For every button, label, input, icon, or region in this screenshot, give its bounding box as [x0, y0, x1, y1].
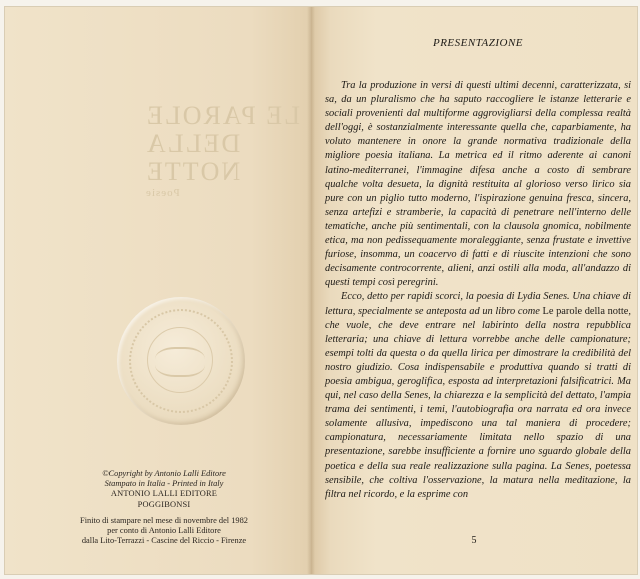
- show-through-line: DELLA NOTTE: [145, 129, 241, 186]
- publisher-city: POGGIBONSI: [137, 499, 191, 509]
- paragraph-text: , che vuole, che deve entrare nel labirinto della nostra repubblica letteraria; una chiave di lettura vorrebbe anche delle campionature; esempi tolti da questa o da quella lirica per dimostrare la credibilità del nostro giudizio. Cosa indispensabile e produttiva quando si tratti di poesia ambigua, geroglifica, esposta ad interpretazioni falsificatrici. Ma qui, nel caso della Senes, la chiarezza e la semplicità del dettato, l'ampia trama dei sentimenti, i temi, l'autobiografia ora narrata ed ora invece solamente allusiva, impediscono una tal maniera di procedere; campionatura, necessariamente limitata nello spazio di una presentazione, sarebbe insufficiente a fornire uno sguardo globale della poetica e della sua reale realizzazione sulla pagina. La Senes, poetessa sensibile, che coltiva l'osservazione, la matura nella meditazione, la filtra nel ricordo, e la esprime con: [325, 305, 631, 500]
- paragraph: [325, 290, 631, 501]
- presentation-text: [325, 79, 631, 502]
- publisher-name: ANTONIO LALLI EDITORE: [110, 489, 218, 499]
- copyright-line: ©Copyright by Antonio Lalli Editore: [102, 469, 226, 478]
- book-spread: [4, 6, 638, 575]
- print-for-line: per conto di Antonio Lalli Editore: [107, 526, 221, 536]
- title-show-through: [145, 102, 305, 200]
- show-through-line: LE PAROLE: [145, 101, 300, 130]
- left-page: [5, 7, 311, 574]
- printed-in-line: Stampato in Italia - Printed in Italy: [104, 479, 224, 489]
- right-page-content: [325, 37, 631, 502]
- book-title: Le parole della notte: [542, 305, 629, 317]
- paragraph: Tra la produzione in versi di questi ultimi decenni, caratterizzata, si sa, da un pluralismo che ha saputo raccogliere le istanze letterarie e sociali provenienti dal multiforme aggrovigliarsi della complessa realtà dell'oggi, è sostanzialmente interessante quella che, caparbiamente, ha voluto mantenere in onore la grande normativa tradizionale della migliore poesia italiana. La metrica ed il ritmo aderente ai canoni latino-mediterranei, l'immagine difesa anche a costo di sembrare qualche volta desueta, la dignità restituita al glorioso verso lirico sia pure con un piglio tutto moderno, l'ispirazione genuina fresca, sincera, senza artefizi e stramberie, la capacità di penetrare nell'interno delle tematiche, anche più sentimentali, con la clausola gnomica, nobilmente etica, ma non pedissequamente moraleggiante, senza frustate e invettive furiose, insomma, un coacervo di fatti e di riuscite intenzioni che sono decisamente controcorrente, alieni, anzi ostili alla moda, all'andazzo di questi tempi così peregrini.: [325, 80, 631, 289]
- embossed-seal-icon: [117, 297, 245, 425]
- colophon: [59, 469, 269, 546]
- printer-line: dalla Lito-Terrazzi - Cascine del Riccio - Firenze: [81, 536, 247, 546]
- print-date-line: Finito di stampare nel mese di novembre del 1982: [80, 515, 248, 525]
- paragraph-text: Ecco, detto per rapidi scorci, la poesia di Lydia Senes. Una chiave di lettura, specialmente se anteposta ad un libro come: [325, 291, 631, 317]
- show-through-line: Poesie: [145, 187, 180, 199]
- page-number: 5: [471, 535, 477, 546]
- seal-emblem: [155, 347, 205, 377]
- right-page: [311, 7, 637, 574]
- page-title: PRESENTAZIONE: [432, 37, 523, 49]
